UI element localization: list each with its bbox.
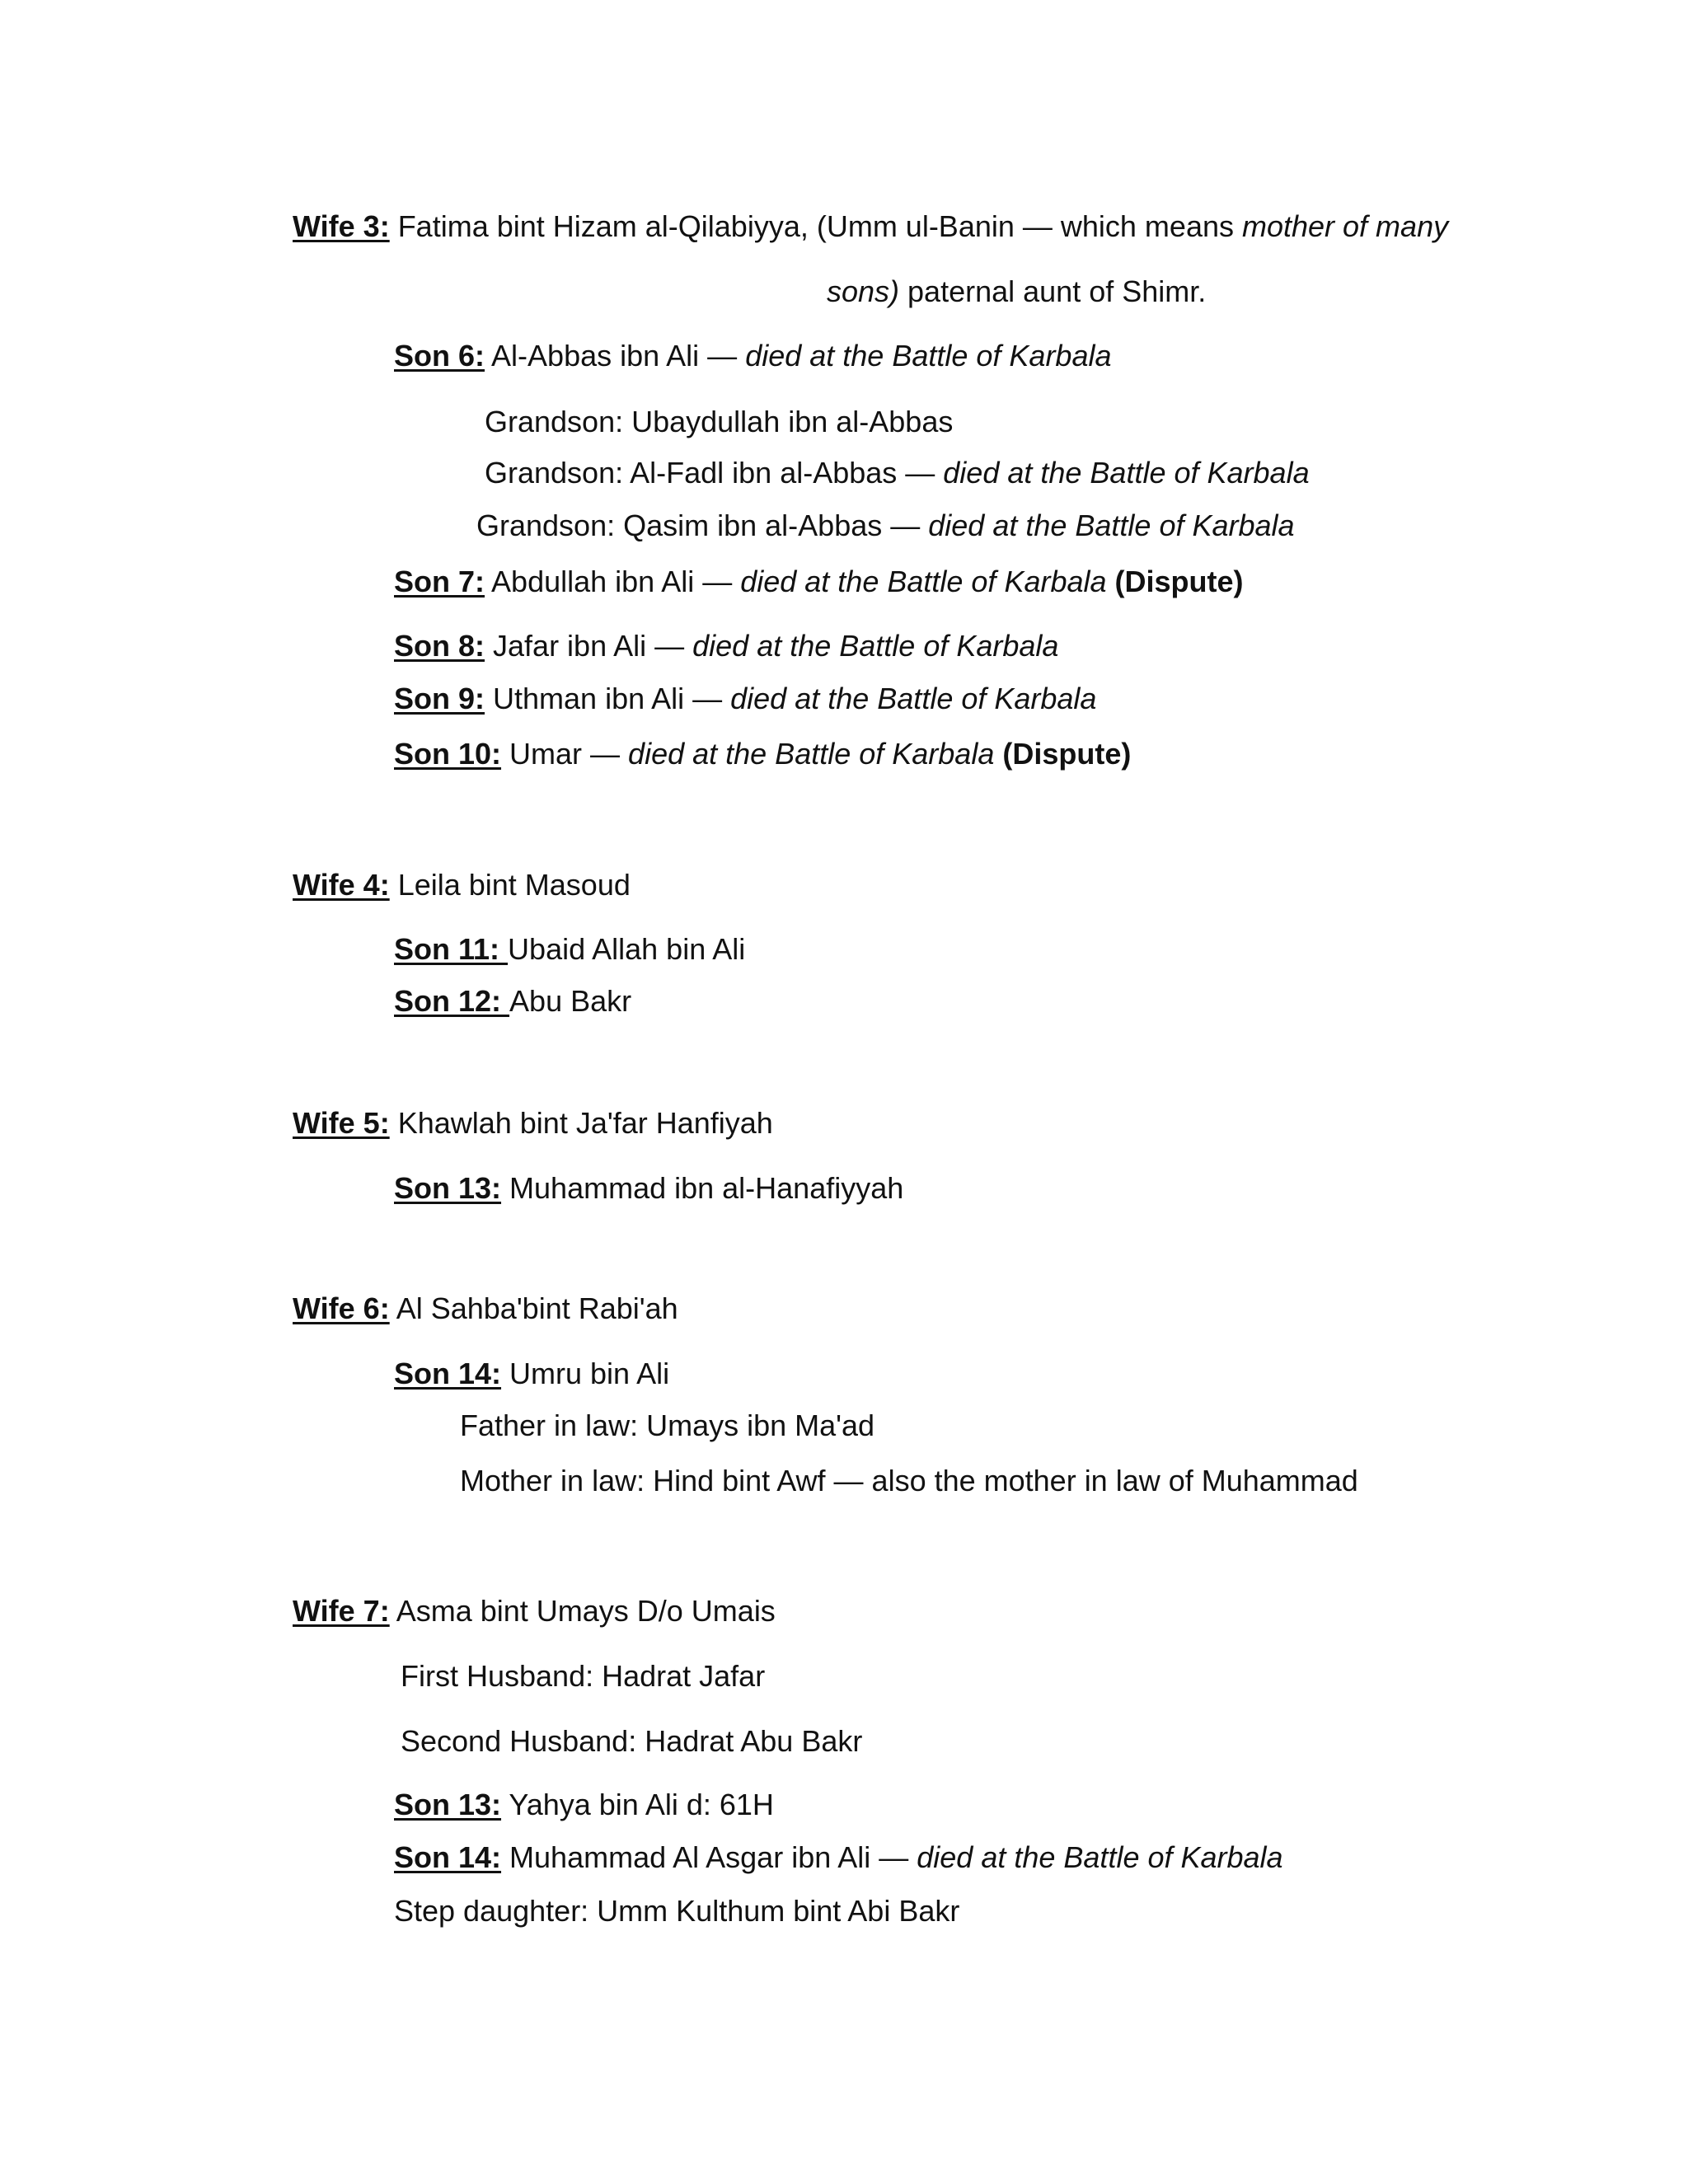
son-name: Yahya bin Ali d: 61H [501, 1788, 774, 1821]
son-line [394, 931, 745, 968]
second-husband: Second Husband: Hadrat Abu Bakr [401, 1724, 863, 1758]
wife-3-continuation [827, 274, 1206, 310]
son-label: Son 12: [394, 984, 510, 1018]
second-husband-line [401, 1723, 862, 1760]
father-in-law-line [460, 1408, 874, 1444]
son-name: Al-Abbas ibn Ali — [485, 339, 746, 373]
wife-label: Wife 6: [293, 1291, 390, 1325]
grandson-line [485, 455, 1310, 491]
grandson-name: Grandson: Ubaydullah ibn al-Abbas [485, 405, 954, 438]
wife-name-meaning-cont: sons) [827, 274, 900, 308]
son-line [394, 1787, 774, 1823]
dispute-tag: (Dispute) [1106, 565, 1244, 598]
son-label: Son 9: [394, 682, 485, 715]
father-in-law: Father in law: Umays ibn Ma'ad [460, 1408, 875, 1442]
grandson-line [476, 508, 1295, 544]
son-name: Uthman ibn Ali — [485, 682, 731, 715]
son-line [394, 564, 1244, 600]
wife-5-line [293, 1105, 773, 1141]
son-note: died at the Battle of Karbala [745, 339, 1112, 373]
wife-label: Wife 3: [293, 209, 390, 243]
son-label: Son 14: [394, 1357, 502, 1390]
son-name: Umar — [501, 737, 629, 771]
son-name: Muhammad Al Asgar ibn Ali — [501, 1840, 917, 1874]
son-line [394, 983, 631, 1019]
son-label: Son 8: [394, 629, 485, 663]
grandson-name: Grandson: Al-Fadl ibn al-Abbas — [485, 456, 944, 490]
son-line [394, 1170, 903, 1207]
son-note: died at the Battle of Karbala [628, 737, 995, 771]
first-husband-line [401, 1658, 765, 1694]
wife-label: Wife 5: [293, 1106, 390, 1140]
son-name: Umru bin Ali [501, 1357, 670, 1390]
son-line [394, 628, 1058, 664]
son-note: died at the Battle of Karbala [692, 629, 1059, 663]
mother-in-law: Mother in law: Hind bint Awf — also the mother in law of Muhammad [460, 1464, 1358, 1497]
son-note: died at the Battle of Karbala [730, 682, 1097, 715]
son-line [394, 338, 1112, 374]
step-daughter: Step daughter: Umm Kulthum bint Abi Bakr [394, 1894, 960, 1928]
wife-3-line [293, 209, 1448, 245]
grandson-line [485, 404, 953, 440]
wife-name: Al Sahba'bint Rabi'ah [389, 1291, 678, 1325]
son-name: Muhammad ibn al-Hanafiyyah [501, 1171, 904, 1205]
son-label: Son 14: [394, 1840, 502, 1874]
son-label: Son 7: [394, 565, 485, 598]
son-label: Son 11: [394, 932, 509, 966]
son-line [394, 1840, 1283, 1876]
wife-label: Wife 4: [293, 868, 390, 902]
step-daughter-line [394, 1893, 959, 1929]
wife-6-line [293, 1291, 678, 1327]
son-name: Ubaid Allah bin Ali [508, 932, 746, 966]
grandson-name: Grandson: Qasim ibn al-Abbas — [476, 509, 929, 542]
wife-4-line [293, 867, 631, 903]
son-note: died at the Battle of Karbala [917, 1840, 1283, 1874]
dispute-tag: (Dispute) [994, 737, 1132, 771]
grandson-note: died at the Battle of Karbala [943, 456, 1310, 490]
wife-name: Khawlah bint Ja'far Hanfiyah [389, 1106, 773, 1140]
son-line [394, 736, 1131, 772]
first-husband: First Husband: Hadrat Jafar [401, 1659, 766, 1693]
son-label: Son 13: [394, 1788, 502, 1821]
wife-name-meaning: mother of many [1241, 209, 1449, 243]
son-label: Son 10: [394, 737, 502, 771]
mother-in-law-line [460, 1463, 1358, 1499]
son-name: Abu Bakr [509, 984, 632, 1018]
wife-name-cont: paternal aunt of Shimr. [899, 274, 1207, 308]
son-line [394, 1356, 669, 1392]
wife-name: Leila bint Masoud [389, 868, 631, 902]
son-name: Abdullah ibn Ali — [485, 565, 741, 598]
grandson-note: died at the Battle of Karbala [928, 509, 1295, 542]
son-label: Son 6: [394, 339, 485, 373]
wife-label: Wife 7: [293, 1594, 390, 1628]
wife-name: Asma bint Umays D/o Umais [389, 1594, 776, 1628]
wife-7-line [293, 1593, 776, 1629]
son-note: died at the Battle of Karbala [740, 565, 1107, 598]
son-label: Son 13: [394, 1171, 502, 1205]
son-line [394, 681, 1096, 717]
wife-name: Fatima bint Hizam al-Qilabiyya, (Umm ul-Banin — which means [389, 209, 1242, 243]
son-name: Jafar ibn Ali — [485, 629, 693, 663]
